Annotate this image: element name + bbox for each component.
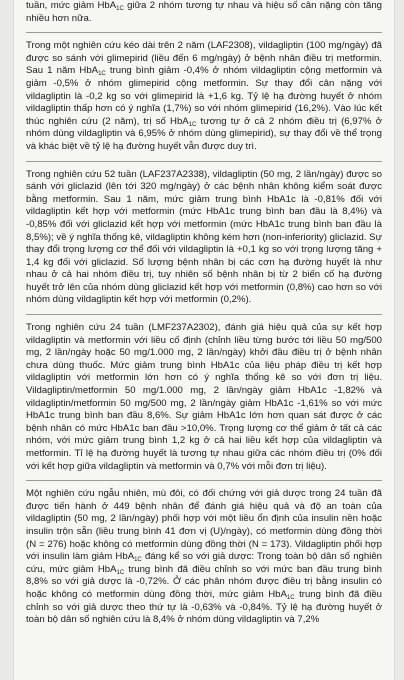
subscript-text: 1C bbox=[286, 594, 295, 601]
paragraph-p2 bbox=[26, 169, 382, 316]
subscript-text: 1C bbox=[188, 121, 197, 128]
paragraph-p0 bbox=[26, 0, 382, 33]
paragraph-p1 bbox=[26, 40, 382, 161]
paragraph-p3 bbox=[26, 322, 382, 481]
text-run: tuần, mức giảm HbA bbox=[26, 0, 117, 11]
subscript-text: 1C bbox=[98, 71, 106, 78]
document-body bbox=[14, 0, 394, 634]
document-page bbox=[14, 0, 394, 680]
text-run: trung bình giảm -0,4% ở nhóm vildagliptin cộng metformin và giảm -0,5% ở nhóm glimepirid cộng metformin. Sự thay đổi cân nặng với vildagliptin là -0,2 kg so với glimepirid là +1,6 kg. Tỷ lệ hạ đường huyết ở nhóm vildagliptin thấp hơn có ý nghĩa (1,7%) so với nhóm glimepirid (16,2%). Vào lúc kết thúc nghiên cứu (2 năm), trị số HbA bbox=[26, 65, 382, 127]
text-run: đáng kể so với giả dược: Trong toàn bộ dân số nghiên cứu, mức giảm HbA bbox=[26, 551, 382, 575]
text-run: Trong một nghiên cứu kéo dài trên 2 năm (LAF2308), vildagliptin (100 mg/ngày) đã được so sánh với glimepirid (liều đến 6 mg/ngày) ở bệnh nhân điều trị metformin. Sau 1 năm HbA bbox=[26, 40, 382, 77]
text-run: Trong nghiên cứu 52 tuần (LAF237A2338), vildagliptin (50 mg, 2 lần/ngày) được so sánh với gliclazid (lên tới 320 mg/ngày) ở các bệnh nhân không kiểm soát được bằng metformin. Sau 1 năm, mức giảm trung bình HbA1c là -0,81% đối với vildagliptin kết hợp với metformin (mức HbA1c trung bình ban đầu là 8,4%) và -0,85% đối với gliclazid kết hợp với metformin (mức HbA1c trung bình ban đầu là 8,5%); về ý nghĩa thống kê, vildagliptin không kém hơn (non-inferiority) gliclazid. Sự thay đổi trọng lượng cơ thể đối với vildagliptin là +0,1 kg so với trọng lượng tăng + 1,4 kg đối với gliclazid. Số lượng bệnh nhân bị các cơn hạ đường huyết là như nhau ở cả hai nhóm điều trị, tuy nhiên số bệnh nhân bị từ 2 biến cố hạ đường huyết trở lên của nhóm dùng gliclazid kết hợp với metformin (0,8%) cao hơn so với nhóm dùng vildagliptin kết hợp với metformin (0,2%). bbox=[26, 168, 382, 306]
text-run: Trong nghiên cứu 24 tuần (LMF237A2302), đánh giá hiệu quả của sự kết hợp vildagliptin và metformin với liều cố định (chỉnh liều từng bước tới liều 50 mg/500 mg, 2 lần/ngày hoặc 50 mg/1.000 mg, 2 lần/ngày) khởi đầu điều trị ở bệnh nhân chưa dùng thuốc. Mức giảm trung bình HbA1c của liệu pháp điều trị kết hợp vildagliptin với metformin lớn hơn có ý nghĩa thống kê so với đơn trị liệu. Vildagliptin/metformin 50 mg/1.000 mg, 2 lần/ngày giảm HbA1c -1,82% và vildagliptin/metformin 50 mg/500 mg, 2 lần/ngày giảm HbA1c -1,61% so với mức HbA1c trung bình ban đầu 8,6%. Sự giảm HbA1c lớn hơn quan sát được ở các bệnh nhân có mức HbA1c ban đầu >10,0%. Trọng lượng cơ thể giảm ở tất cả các nhóm, với mức giảm trung bình 1,2 kg ở cả hai liều kết hợp của vildagliptin và metformin. Tỉ lệ hạ đường huyết là tương tự nhau giữa các nhóm điều trị (0% đối với kết hợp giữa vildagliptin và metformin và 0,7% với mỗi đơn trị liệu). bbox=[26, 322, 382, 472]
text-run: trung bình đã điều chỉnh so với giả dược theo thứ tự là -0,63% và -0,84%. Tỷ lệ hạ đường huyết ở toàn bộ dân số nghiên cứu là 8,4% ở nhóm dùng vildagliptin và 7,2% bbox=[26, 588, 383, 626]
paragraph-p4 bbox=[26, 488, 382, 634]
text-run: giữa 2 nhóm tương tự nhau và hiệu số cân nặng còn tăng nhiều hơn nữa. bbox=[26, 0, 382, 24]
subscript-text: 1C bbox=[134, 557, 142, 564]
subscript-text: 1C bbox=[116, 569, 125, 576]
text-run: trung bình đã điều chỉnh so với mức ban đầu trung bình 8,8% so với giả dược là -0,72%. Ở các phân nhóm được điều trị bằng insulin có hoặc không có metformin dùng đồng thời, mức giảm HbA bbox=[26, 563, 382, 600]
subscript-text: 1C bbox=[116, 6, 124, 12]
text-run: tương tự ở cả 2 nhóm điều trị (6,97% ở nhóm dùng vildagliptin và 6,95% ở nhóm dùng glimepirid), sự thay đổi về thể trọng và khác biệt về tỷ lệ hạ đường huyết vẫn được duy trì. bbox=[26, 115, 382, 152]
text-run: Một nghiên cứu ngẫu nhiên, mù đôi, có đối chứng với giả dược trong 24 tuần đã được tiến hành ở 449 bệnh nhân để đánh giá hiệu quả và độ an toàn của vildagliptin (50 mg, 2 lần/ngày) phối hợp với một liều ổn định của insulin nền hoặc insulin trộn sẵn (liều trung bình 41 đơn vị (U)/ngày), có metformin dùng đồng thời (N = 276) hoặc không có metformin dùng đồng thời (N = 173). Vildagliptin phối hợp với insulin làm giảm HbA bbox=[26, 488, 382, 563]
